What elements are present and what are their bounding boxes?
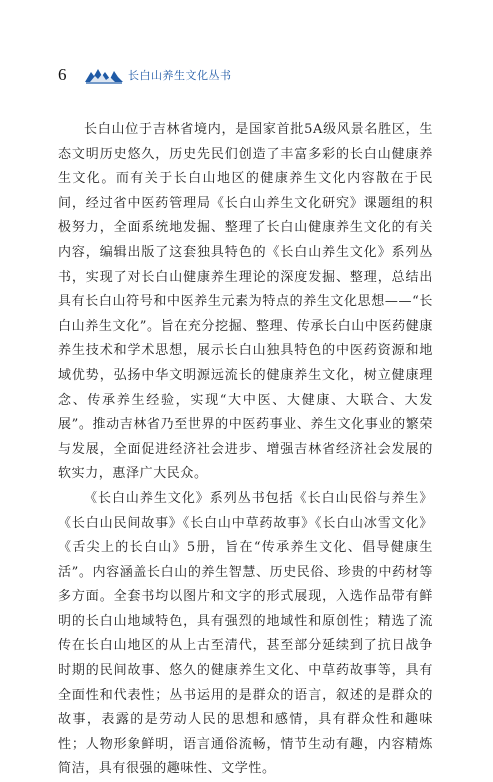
- page-number: 6: [58, 65, 67, 84]
- mountain-logo-icon: [84, 66, 124, 84]
- body-paragraph-2: 《长白山养生文化》系列丛书包括《长白山民俗与养生》《长白山民间故事》《长白山中草药故事》《长白山冰雪文化》《舌尖上的长白山》5册，旨在“传承养生文化、倡导健康生活”。内容涵盖长白山的养生智慧、历史民俗、珍贵的中药材等多方面。全套书均以图片和文字的形式展现，入选作品带有鲜明的长白山地域特色，具有强烈的地域性和原创性；精选了流传在长白山地区的从上古至清代，甚至部分延续到了抗日战争时期的民间故事、悠久的健康养生文化、中草药故事等，具有全面性和代表性；丛书运用的是群众的语言，叙述的是群众的故事，表露的是劳动人民的思想和感情，具有群众性和趣味性；人物形象鲜明，语言通俗流畅，情节生动有趣，内容精炼简洁，具有很强的趣味性、文学性。: [58, 490, 433, 777]
- series-title: 长白山养生文化丛书: [128, 69, 232, 82]
- running-header: [58, 64, 232, 86]
- body-paragraph-1: 长白山位于吉林省境内，是国家首批5A级风景名胜区，生态文明历史悠久，历史先民们创造了丰富多彩的长白山健康养生文化。而有关于长白山地区的健康养生文化内容散在于民间，经过省中医药管理局《长白山养生文化研究》课题组的积极努力，全面系统地发掘、整理了长白山健康养生文化的有关内容，编辑出版了这套独具特色的《长白山养生文化》系列丛书，实现了对长白山健康养生理论的深度发掘、整理，总结出具有长白山符号和中医养生元素为特点的养生文化思想——“长白山养生文化”。旨在充分挖掘、整理、传承长白山中医药健康养生技术和学术思想，展示长白山独具特色的中医药资源和地域优势，弘扬中华文明源远流长的健康养生文化，树立健康理念、传承养生经验，实现“大中医、大健康、大联合、大发展”。推动吉林省乃至世界的中医药事业、养生文化事业的繁荣与发展，全面促进经济社会进步、增强吉林省经济社会发展的软实力，惠泽广大民众。: [58, 122, 433, 482]
- page-body: [58, 118, 433, 782]
